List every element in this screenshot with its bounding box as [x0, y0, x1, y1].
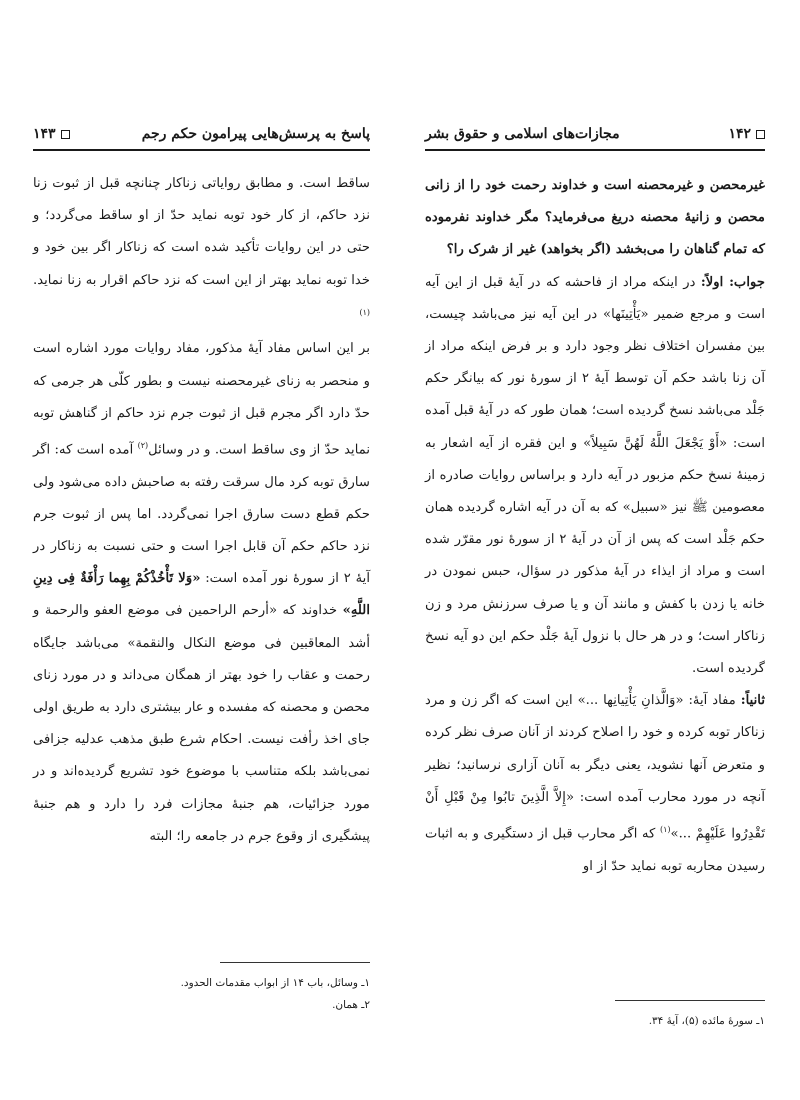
running-title: پاسخ به پرسش‌هایی پیرامون حکم رجم	[141, 126, 370, 142]
paragraph-text: مفاد آیهٔ: «وَالَّذانِ یَأْتِیانِها ...» این است که اگر زن و مرد زناکار توبه کرده و خود را اصلاح کردند از آنان صرف نظر کرده و متعرض آنها نشوید، یعنی دیگر به آنان آزاری نرسانید؛ نظیر آنچه در مورد محارب آمده است: «إِلاَّ الَّذِینَ تابُوا مِنْ قَبْلِ أَنْ تَقْدِرُوا عَلَیْهِمْ ...»	[425, 693, 766, 842]
question-text: غیرمحصن و غیرمحصنه است و خداوند رحمت خود را از زانی محصن و زانیهٔ محصنه دریغ می‌فرماید؟ مگر خداوند نفرموده که تمام گناهان را می‌بخشد (اگر بخواهد) غیر از شرک را؟	[425, 178, 765, 258]
quran-quote: «وَلا تَأْخُذْکُمْ بِهِما رَأْفَةٌ فِی دِینِ اللَّهِ»	[33, 571, 370, 619]
page-number-group	[33, 126, 70, 142]
square-icon	[61, 130, 70, 139]
paragraph-text: ساقط است. و مطابق روایاتی زناکار چنانچه قبل از ثبوت زنا نزد حاکم، از کار خود توبه نماید حدّ از او ساقط می‌گردد؛ و حتی در این روایات تأکید شده است که زناکار اگر بین خود و خدا توبه نماید بهتر از این است که نزد حاکم اقرار به زنا نماید.	[33, 176, 370, 288]
page-number: ۱۴۲	[728, 126, 751, 142]
footnote-ref: (۱)	[659, 825, 671, 835]
footnote: ۱ـ سورهٔ مائده (۵)، آیهٔ ۳۴.	[648, 1015, 765, 1027]
answer-lead: جواب: اولاً:	[700, 274, 765, 290]
footnotes	[33, 972, 370, 1016]
paragraph	[425, 685, 765, 883]
running-title: مجازات‌های اسلامی و حقوق بشر	[425, 126, 620, 142]
page-number-group	[728, 126, 765, 142]
paragraph-text: که اگر محارب قبل از دستگیری و به اثبات رسیدن محاربه توبه نماید حدّ از او	[425, 826, 765, 874]
paragraph	[33, 168, 370, 333]
footnote-ref: (۲)	[137, 441, 149, 451]
footnotes	[425, 1010, 765, 1032]
paragraph-text: در اینکه مراد از فاحشه که در آیهٔ قبل از این آیه است و مرجع ضمیر «یَأْتِینَها» در این آیه نیز می‌باشد چیست، بین مفسران اختلاف نظر وجود دارد و بر فرض اینکه مراد از آن زنا باشد حکم آن توسط آیهٔ ۲ از سورهٔ نور که بیانگر حکم جَلْد می‌باشد نسخ گردیده است؛ همان طور که در آیهٔ قبل آمده است: «أَوْ یَجْعَلَ اللَّهُ لَهُنَّ سَبِیلاً» و این فقره از آیه اشعار به زمینهٔ نسخ حکم مزبور در آیه دارد و براساس روایات صادره از معصومین ﷺ نیز «سبیل» که به آن در آیه اشاره گردیده همان حکم جَلْد است که پس از آن در آیهٔ ۲ از سورهٔ نور مقرّر شده است و مراد از ایذاء در آیهٔ مذکور در سؤال، حبس نمودن در خانه یا زدن با کفش و مانند آن و یا صرف سرزنش مرد و زن زناکار است؛ و در هر حال با نزول آیهٔ جَلْد حکم این دو آیه نسخ گردیده است.	[425, 274, 765, 677]
square-icon	[756, 130, 765, 139]
page-number: ۱۴۳	[33, 126, 56, 142]
header-rule	[33, 149, 370, 151]
answer-lead: ثانیاً:	[740, 693, 765, 709]
right-page	[400, 0, 800, 1100]
left-page-body	[33, 168, 370, 853]
footnote-rule	[615, 1000, 765, 1001]
paragraph-text: آمده است که: اگر سارق توبه کرد مال سرقت رفته به صاحبش داده می‌شود ولی حکم قطع دست سارق اجرا نمی‌گردد. اما پس از ثبوت جرم نزد حاکم حکم آن قابل اجرا است و حتی نسبت به زناکار در آیهٔ ۲ از سورهٔ نور آمده است:	[33, 442, 370, 587]
paragraph	[425, 267, 765, 686]
footnote-ref: (۱)	[359, 307, 370, 317]
left-page-header	[33, 122, 370, 146]
footnote: ۱ـ وسائل، باب ۱۴ از ابواب مقدمات الحدود.	[180, 977, 370, 989]
paragraph-text: بر این اساس مفاد آیهٔ مذکور، مفاد روایات مورد اشاره است و منحصر به زنای غیرمحصنه نیست و بطور کلّی هر جرمی که حدّ دارد اگر مجرم قبل از ثبوت جرم نزد حاکم از گناهش توبه نماید حدّ از وی ساقط است. و در وسائل	[33, 341, 371, 458]
right-page-body	[425, 170, 765, 883]
paragraph	[33, 333, 370, 853]
header-rule	[425, 149, 765, 151]
footnote-rule	[220, 962, 370, 963]
right-page-header	[425, 122, 765, 146]
paragraph-text: خداوند که «أرحم الراحمین فی موضع العفو والرحمة و أشد المعاقبین فی موضع النکال والنقمة» می‌باشد جایگاه رحمت و عقاب را خود بهتر از همگان می‌داند و در مورد زنای محصن و محصنه که مفسده و عار بیشتری دارد به طریق اولی جای اخذ رأفت نیست. احکام شرع طبق مذهب عدلیه جزافی نمی‌باشد بلکه متناسب با موضوع خود تشریع گردیده‌اند و در مورد جزائیات، هم جنبهٔ مجازات فرد را دارد و هم جنبهٔ پیشگیری از وقوع جرم در جامعه را؛ البته	[33, 603, 370, 844]
footnote: ۲ـ همان.	[332, 999, 370, 1011]
